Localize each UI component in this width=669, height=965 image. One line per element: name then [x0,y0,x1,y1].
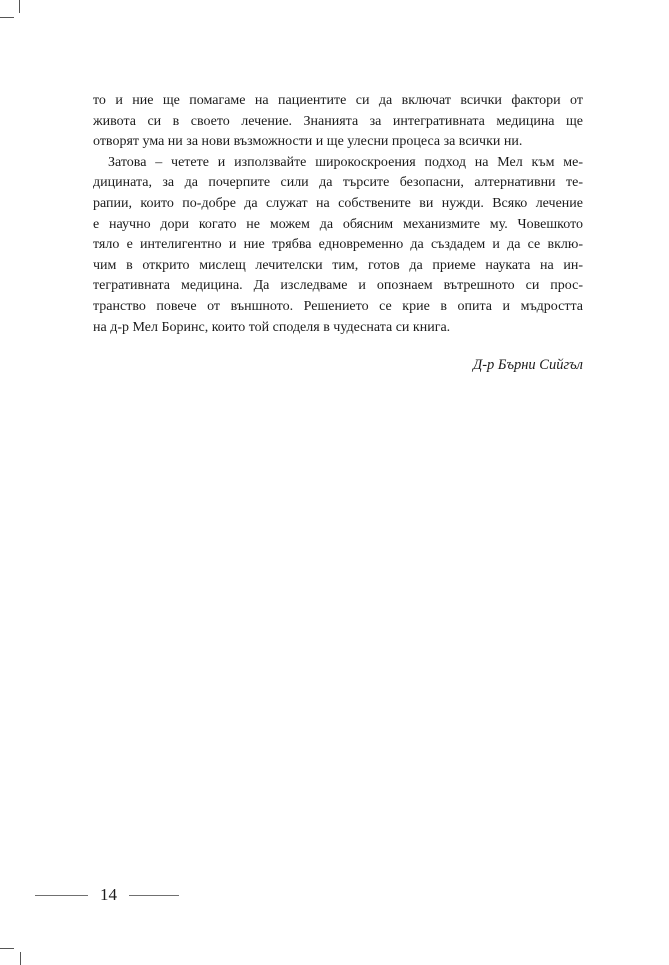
crop-mark-bottom-left-horizontal [0,948,14,949]
text-line: тяло е интелигентно и ние трябва едновременно да създадем и да се вклю- [93,237,583,253]
text-line: дицината, за да почерпите сили да търсите безопасни, алтернативни те- [93,175,583,191]
text-line: рапии, които по-добре да служат на собствените ви нужди. Всяко лечение [93,195,583,211]
footer-rule-left [35,895,88,896]
crop-mark-bottom-left-vertical [20,952,21,965]
text-line: отворят ума ни за нови възможности и ще улесни процеса за всички ни. [93,134,523,150]
text-line: Затова – четете и използвайте широкоскроения подход на Мел към ме- [108,154,583,170]
text-line: живота си в своето лечение. Знанията за интегративната медицина ще [93,113,583,129]
paragraph [93,153,583,338]
text-line: транство повече от външното. Решението се крие в опита и мъдростта [93,298,583,314]
crop-mark-top-left-horizontal [0,17,14,18]
page-number: 14 [100,885,117,904]
footer-rule-right [129,895,179,896]
text-line: чим в открито мислещ лечителски тим, готов да приеме науката на ин- [93,257,583,273]
paragraph [93,91,583,153]
crop-mark-top-left-vertical [19,0,20,13]
signature: Д-р Бърни Сийгъл [472,357,583,374]
text-line: е научно дори когато не можем да обясним механизмите му. Човешкото [93,216,583,232]
body-text [93,91,583,376]
footer [35,884,179,906]
text-line: то и ние ще помагаме на пациентите си да включат всички фактори от [93,93,583,108]
text-line: тегративната медицина. Да изследваме и опознаем вътрешното си прос- [93,278,583,294]
text-line: на д-р Мел Боринс, които той споделя в чудесната си книга. [93,319,451,335]
